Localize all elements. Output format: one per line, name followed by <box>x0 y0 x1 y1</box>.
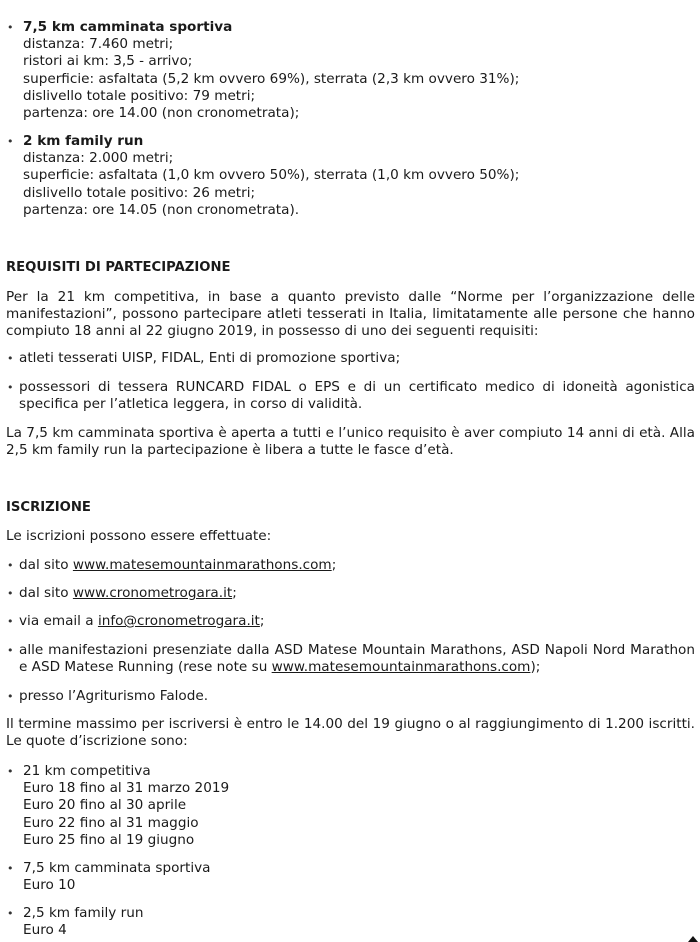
link-matesemountainmarathons-2[interactable]: www.matesemountainmarathons.com <box>271 659 531 676</box>
iscrizione-text: alle manifestazioni presenziate dalla ASD Matese Mountain Marathons, ASD Napoli Nord Marathon e ASD Matese Running (rese note su <box>19 642 695 676</box>
race-title: 7,5 km camminata sportiva <box>23 19 233 35</box>
quota-title: 21 km competitiva <box>23 763 151 779</box>
race-title: 2 km family run <box>23 133 144 149</box>
race-item <box>6 19 700 122</box>
iscrizione-termine: Il termine massimo per iscriversi è entro le 14.00 del 19 giugno o al raggiungimento di 1.200 iscritti. Le quote d’iscrizione sono: <box>6 716 695 750</box>
iscrizione-text: presso l’Agriturismo Falode. <box>19 688 209 704</box>
quota-line: Euro 22 fino al 31 maggio <box>23 814 199 831</box>
race-detail: ristori ai km: 3,5 - arrivo; <box>23 53 193 70</box>
quota-line: Euro 20 fino al 30 aprile <box>23 797 187 814</box>
email-link[interactable]: info@cronometrogara.it <box>97 613 260 629</box>
race-detail: superficie: asfaltata (1,0 km ovvero 50%), sterrata (1,0 km ovvero 50%); <box>23 167 520 184</box>
iscrizione-text: ; <box>232 585 237 601</box>
race-detail: superficie: asfaltata (5,2 km ovvero 69%), sterrata (2,3 km ovvero 31%); <box>23 70 520 87</box>
bullet-dot-icon: • <box>7 644 14 657</box>
link-cronometrogara[interactable]: www.cronometrogara.it <box>72 585 233 601</box>
iscrizione-text: via email a <box>19 613 98 629</box>
race-item <box>6 133 700 219</box>
link-matesemountainmarathons[interactable]: www.matesemountainmarathons.com <box>72 557 332 573</box>
iscrizione-text: ; <box>331 557 337 573</box>
requisiti-intro: Per la 21 km competitiva, in base a quanto previsto dalle “Norme per l’organizzazione delle manifestazioni”, possono partecipare atleti tesserati in Italia, limitatamente alle persone che hanno compiuto 18 anni al 22 giugno 2019, in possesso di uno dei seguenti requisiti: <box>6 289 695 340</box>
requisiti-item <box>6 379 695 413</box>
section-heading-iscrizione: ISCRIZIONE <box>6 500 91 515</box>
race-detail: dislivello totale positivo: 26 metri; <box>23 184 256 201</box>
bullet-dot-icon: • <box>7 381 14 394</box>
iscrizione-item <box>6 642 695 676</box>
bullet-dot-icon: • <box>7 21 14 34</box>
quota-line: Euro 10 <box>23 877 76 894</box>
iscrizione-item <box>6 688 695 705</box>
bullet-dot-icon: • <box>7 587 14 600</box>
bullet-dot-icon: • <box>7 615 14 628</box>
race-detail: distanza: 2.000 metri; <box>23 150 174 167</box>
race-detail: partenza: ore 14.00 (non cronometrata); <box>23 105 300 122</box>
iscrizione-item <box>6 557 695 574</box>
iscrizione-text: dal sito <box>19 557 73 573</box>
requisiti-item-text: atleti tesserati UISP, FIDAL, Enti di promozione sportiva; <box>19 350 401 366</box>
section-heading-requisiti: REQUISITI DI PARTECIPAZIONE <box>6 260 231 275</box>
requisiti-item <box>6 350 691 367</box>
requisiti-item-text: possessori di tessera RUNCARD FIDAL o EPS e di un certificato medico di idoneità agonistica specifica per l’atletica leggera, in corso di validità. <box>19 379 695 413</box>
iscrizione-intro: Le iscrizioni possono essere effettuate: <box>6 528 272 544</box>
bullet-dot-icon: • <box>7 559 14 572</box>
race-detail: distanza: 7.460 metri; <box>23 36 174 53</box>
bullet-dot-icon: • <box>7 765 14 778</box>
scroll-up-arrow-icon[interactable] <box>688 936 698 942</box>
bullet-dot-icon: • <box>7 135 14 148</box>
quota-line: Euro 4 <box>23 922 67 939</box>
iscrizione-text: ; <box>259 613 265 629</box>
quota-line: Euro 25 fino al 19 giugno <box>23 831 195 848</box>
quota-title: 7,5 km camminata sportiva <box>23 860 211 876</box>
iscrizione-text: ); <box>530 659 541 676</box>
bullet-dot-icon: • <box>7 862 14 875</box>
bullet-dot-icon: • <box>7 352 14 365</box>
iscrizione-item <box>6 613 695 630</box>
quota-line: Euro 18 fino al 31 marzo 2019 <box>23 780 230 797</box>
race-detail: dislivello totale positivo: 79 metri; <box>23 87 256 104</box>
race-detail: partenza: ore 14.05 (non cronometrata). <box>23 201 300 218</box>
quota-item <box>6 905 699 939</box>
quota-title: 2,5 km family run <box>23 905 144 921</box>
quota-item <box>6 763 699 849</box>
iscrizione-text: dal sito <box>19 585 73 601</box>
iscrizione-item <box>6 585 695 602</box>
requisiti-outro: La 7,5 km camminata sportiva è aperta a tutti e l’unico requisito è aver compiuto 14 anni di età. Alla 2,5 km family run la partecipazione è libera a tutte le fasce d’età. <box>6 425 695 459</box>
bullet-dot-icon: • <box>7 907 14 920</box>
quota-item <box>6 860 699 894</box>
bullet-dot-icon: • <box>7 690 14 703</box>
